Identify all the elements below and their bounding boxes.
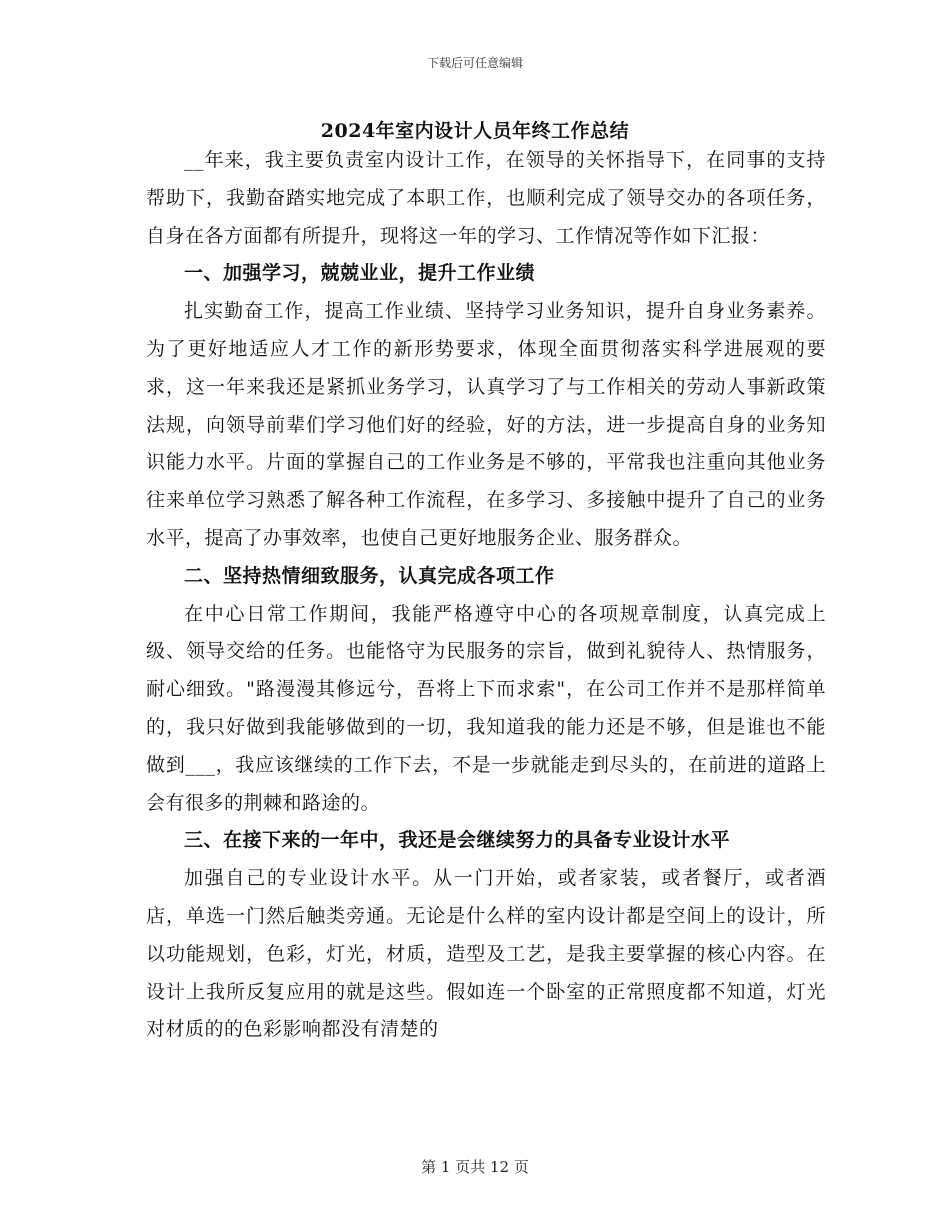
page-number: 第 1 页共 12 页 [421,1158,529,1176]
section-1-heading: 一、加强学习，兢兢业业，提升工作业绩 [184,262,536,285]
intro-paragraph: __年来，我主要负责室内设计工作，在领导的关怀指导下，在同事的支持帮助下，我勤奋踏实地完成了本职工作，也顺利完成了领导交办的各项任务，自身在各方面都有所提升，现将这一年的学习、工作情况等作如下汇报： [146,149,826,247]
document-title: 2024年室内设计人员年终工作总结 [320,120,630,142]
section-3-paragraph: 加强自己的专业设计水平。从一门开始，或者家装，或者餐厅，或者酒店，单选一门然后触类旁通。无论是什么样的室内设计都是空间上的设计，所以功能规划，色彩，灯光，材质，造型及工艺，是我主要掌握的核心内容。在设计上我所反复应用的就是这些。假如连一个卧室的正常照度都不知道，灯光对材质的的色彩影响都没有清楚的 [146,867,826,1041]
section-2-paragraph: 在中心日常工作期间，我能严格遵守中心的各项规章制度，认真完成上级、领导交给的任务。也能恪守为民服务的宗旨，做到礼貌待人、热情服务，耐心细致。"路漫漫其修远兮，吾将上下而求索"，在公司工作并不是那样简单的，我只好做到我能够做到的一切，我知道我的能力还是不够，但是谁也不能做到___，我应该继续的工作下去，不是一步就能走到尽头的，在前进的道路上会有很多的荆棘和路途的。 [146,602,826,814]
section-1-paragraph: 扎实勤奋工作，提高工作业绩、坚持学习业务知识，提升自身业务素养。为了更好地适应人才工作的新形势要求，体现全面贯彻落实科学进展观的要求，这一年来我还是紧抓业务学习，认真学习了与工作相关的劳动人事新政策法规，向领导前辈们学习他们好的经验，好的方法，进一步提高自身的业务知识能力水平。片面的掌握自己的工作业务是不够的，平常我也注重向其他业务往来单位学习熟悉了解各种工作流程，在多学习、多接触中提升了自己的业务水平，提高了办事效率，也使自己更好地服务企业、服务群众。 [146,300,826,549]
header-note: 下载后可任意编辑 [426,56,523,70]
section-3-heading: 三、在接下来的一年中，我还是会继续努力的具备专业设计水平 [184,829,731,852]
document-body [146,142,826,1049]
section-2-heading: 二、坚持热情细致服务，认真完成各项工作 [184,564,555,587]
